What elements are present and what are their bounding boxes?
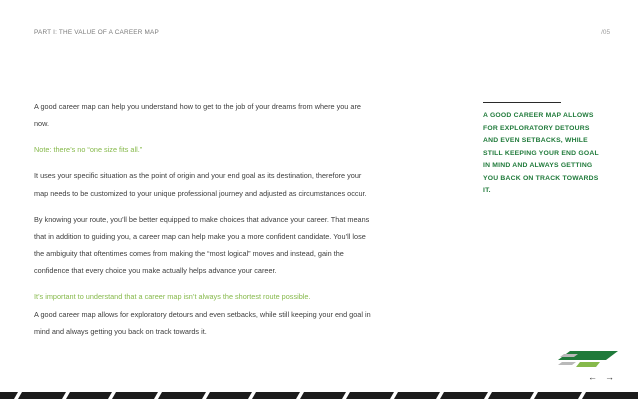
paragraph: It uses your specific situation as the point of origin and your end goal as its destination, therefore your map needs to be customized to your unique professional journey and adjusted as circumstances occur.	[34, 171, 367, 198]
arrow-left-icon[interactable]: ←	[588, 372, 597, 382]
brand-logo-icon	[556, 351, 618, 369]
closing-paragraph	[34, 288, 374, 340]
page-navigation	[588, 372, 614, 382]
pull-quote-text: A GOOD CAREER MAP ALLOWS FOR EXPLORATORY DETOURS AND EVEN SETBACKS, WHILE STILL KEEPING YOUR END GOAL IN MIND AND ALWAYS GETTING YOU BACK ON TRACK TOWARDS IT.	[483, 112, 599, 194]
body-text	[34, 98, 374, 349]
logo-stripe-lightgreen	[576, 362, 600, 367]
paragraph: A good career map can help you understand how to get to the job of your dreams from where you are now.	[34, 102, 361, 129]
arrow-right-icon[interactable]: →	[605, 372, 614, 382]
note-paragraph: Note: there’s no “one size fits all.”	[34, 145, 143, 155]
pull-quote-rule	[483, 102, 561, 103]
closing-text: A good career map allows for exploratory detours and even setbacks, while still keeping your end goal in mind and always getting you back on track towards it.	[34, 309, 371, 337]
page-number: /05	[601, 29, 610, 36]
footer-stripe	[0, 389, 638, 399]
paragraph: By knowing your route, you’ll be better equipped to make choices that advance your career. That means that in addition to guiding you, a career map can help make you a more confident candidate. You’ll lose the ambiguity that oftentimes comes from making the “most logical” moves and instead, gain the confidence that every choice you make actually helps advance your career.	[34, 214, 370, 276]
section-title: PART I: THE VALUE OF A CAREER MAP	[34, 29, 159, 36]
pull-quote	[483, 102, 603, 198]
emphasis-line: It’s important to understand that a career map isn’t always the shortest route possible.	[34, 292, 311, 302]
logo-stripe-gray-bottom	[558, 362, 576, 365]
